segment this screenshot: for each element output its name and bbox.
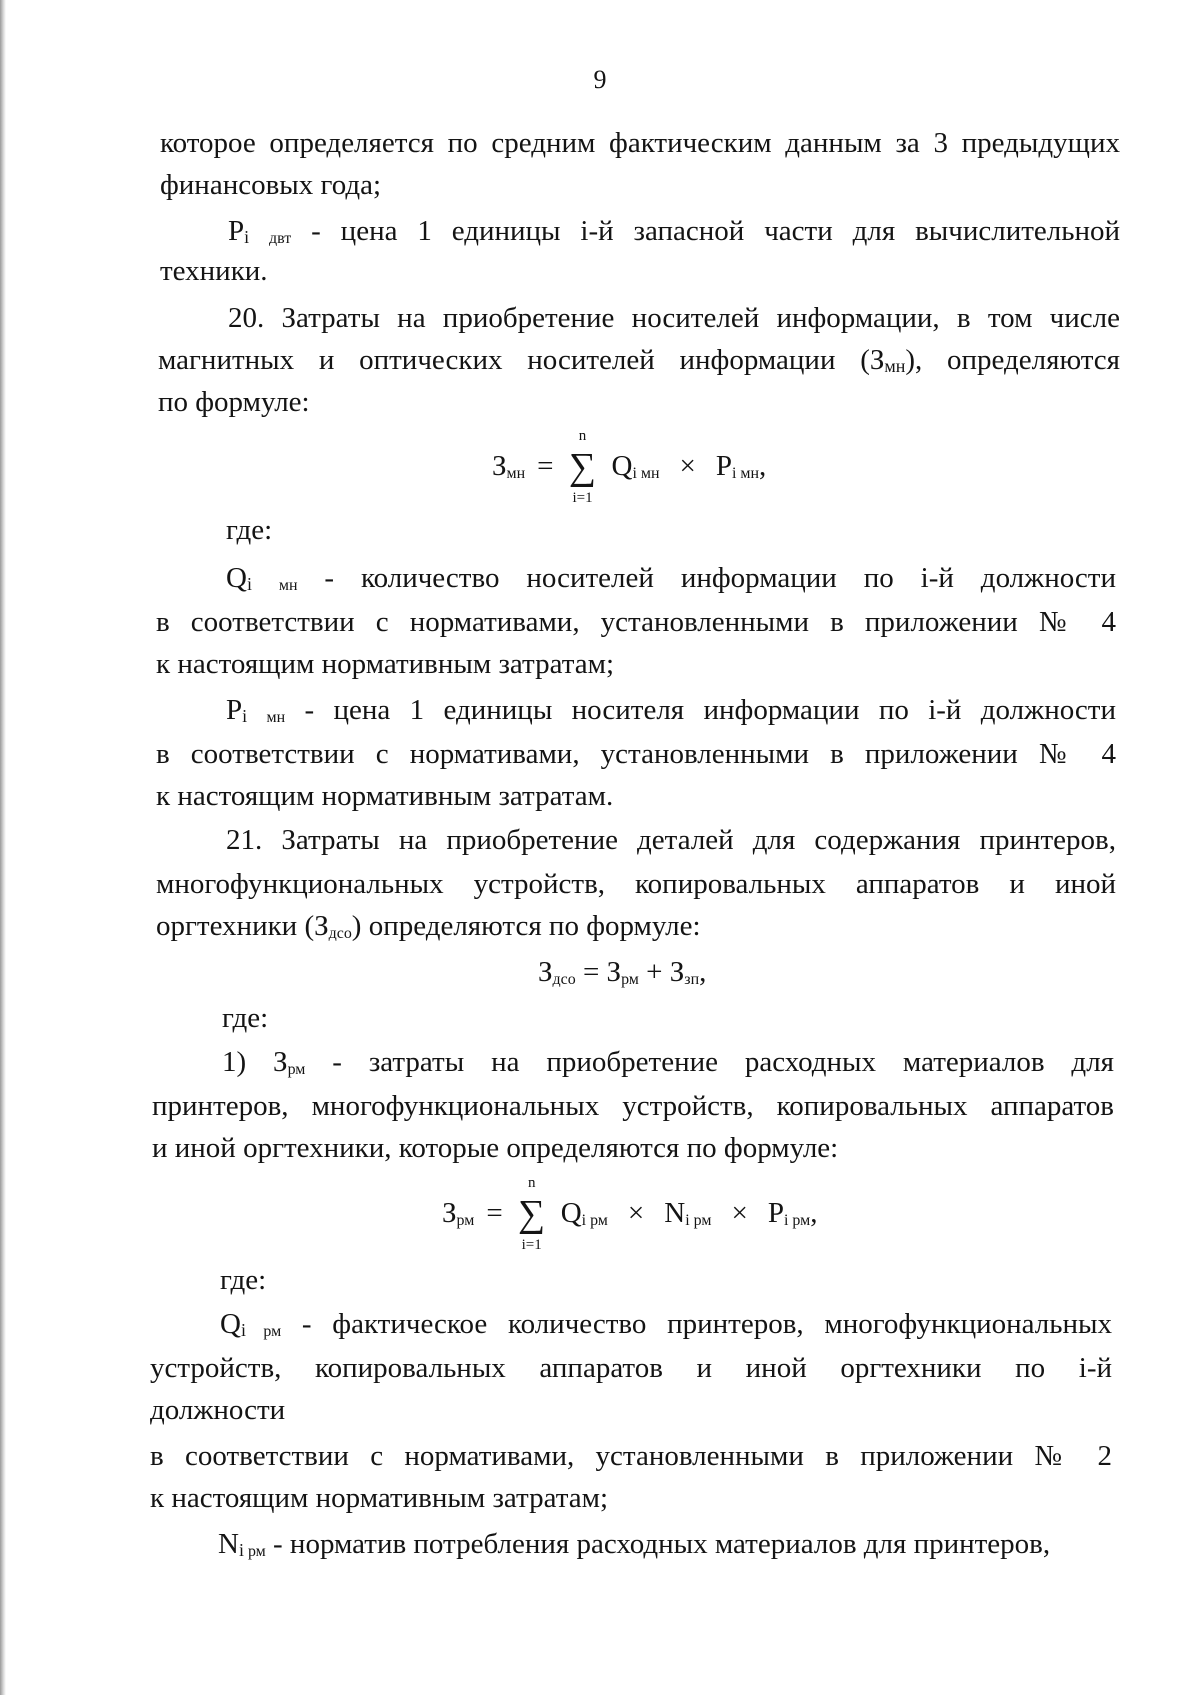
- term-n-subscript: i рм: [685, 1212, 712, 1230]
- definition-line: [218, 1526, 1050, 1570]
- text: магнитных и оптических носителей информации (З: [158, 344, 885, 376]
- symbol-index: i: [240, 1320, 246, 1341]
- formula-lhs-subscript: дсо: [552, 971, 576, 989]
- definition-text: - цена 1 единицы i-й запасной части для вычислительной: [291, 215, 1120, 247]
- paragraph-line: [158, 342, 1120, 384]
- formula-lhs-subscript: мн: [506, 465, 526, 483]
- symbol-subscript: дсо: [328, 925, 352, 943]
- times-sign: ×: [679, 450, 696, 482]
- formula-lhs: З: [492, 450, 507, 482]
- sigma-symbol: ∑: [518, 1193, 546, 1235]
- paragraph-line: которое определяется по средним фактическим данным за 3 предыдущих: [160, 127, 1120, 159]
- definition-text: - фактическое количество принтеров, многофункциональных: [281, 1308, 1112, 1340]
- definition-text: - затраты на приобретение расходных материалов для: [305, 1046, 1114, 1078]
- symbol-subscript: мн: [266, 709, 286, 727]
- formula-lhs: З: [538, 956, 553, 988]
- symbol: Q: [220, 1308, 241, 1340]
- definition-line: [226, 560, 1116, 604]
- definition-text: - цена 1 единицы носителя информации по i-й должности: [285, 694, 1116, 726]
- text: ), определяются: [905, 344, 1120, 376]
- text: 1) З: [222, 1046, 288, 1078]
- paragraph-line: техники.: [160, 255, 268, 287]
- paragraph-line: финансовых года;: [160, 169, 382, 201]
- term-n: N: [664, 1197, 686, 1229]
- term-zrm-subscript: рм: [621, 971, 639, 989]
- times-sign: ×: [627, 1197, 645, 1229]
- sum-upper-limit: n: [527, 1175, 536, 1191]
- sigma-symbol: ∑: [568, 446, 597, 488]
- summation: [566, 421, 600, 511]
- paragraph-line: к настоящим нормативным затратам;: [150, 1482, 609, 1514]
- term-q: Q: [611, 450, 633, 482]
- term-p: P: [767, 1197, 784, 1229]
- equals-sign: =: [486, 1197, 503, 1229]
- paragraph-line: в соответствии с нормативами, установленными в приложении № 2: [150, 1440, 1112, 1472]
- formula-zmn: [492, 421, 766, 511]
- plus-sign: +: [646, 956, 663, 988]
- term-zzp: З: [669, 956, 685, 988]
- term-zzp-subscript: зп: [684, 971, 700, 989]
- paragraph-line: в соответствии с нормативами, установленными в приложении № 4: [156, 606, 1116, 638]
- symbol-index: i: [238, 1540, 244, 1561]
- symbol: P: [228, 215, 245, 247]
- paragraph-line: 20. Затраты на приобретение носителей информации, в том числе: [228, 302, 1120, 334]
- equals-sign: =: [537, 450, 554, 482]
- definition-line: [220, 1306, 1112, 1350]
- symbol-subscript: двт: [269, 230, 292, 248]
- definition-line: [228, 213, 1120, 257]
- symbol: Q: [226, 562, 247, 594]
- paragraph-line: [156, 908, 1120, 952]
- formula-lhs-subscript: рм: [456, 1212, 475, 1230]
- paragraph-line: где:: [220, 1264, 267, 1296]
- scan-edge-shadow: [0, 0, 6, 1695]
- formula-comma: ,: [759, 450, 767, 482]
- term-zrm: З: [606, 956, 622, 988]
- paragraph-line: и иной оргтехники, которые определяются по формуле:: [152, 1132, 839, 1164]
- sum-lower-limit: i=1: [572, 490, 593, 506]
- text: ) определяются по формуле:: [351, 910, 701, 942]
- symbol-subscript: мн: [278, 577, 298, 595]
- paragraph-line: принтеров, многофункциональных устройств, копировальных аппаратов: [152, 1090, 1114, 1122]
- paragraph-line: к настоящим нормативным затратам.: [156, 780, 614, 812]
- symbol-index: i: [246, 574, 252, 595]
- paragraph-line: где:: [222, 1002, 269, 1034]
- paragraph-line: устройств, копировальных аппаратов и иной оргтехники по i-й: [150, 1352, 1112, 1384]
- summation: [515, 1168, 549, 1258]
- term-p-subscript: i мн: [732, 465, 760, 483]
- paragraph-line: должности: [150, 1394, 286, 1426]
- paragraph-line: 21. Затраты на приобретение деталей для содержания принтеров,: [226, 824, 1116, 856]
- page-number: 9: [593, 65, 607, 94]
- symbol: N: [218, 1528, 239, 1560]
- symbol-subscript: рм: [287, 1061, 306, 1079]
- symbol-index: i: [242, 706, 248, 727]
- equals-sign: =: [582, 956, 600, 988]
- symbol-subscript: рм: [245, 1323, 282, 1341]
- term-q-subscript: i мн: [632, 465, 660, 483]
- times-sign: ×: [731, 1197, 748, 1229]
- paragraph-line: многофункциональных устройств, копировальных аппаратов и иной: [156, 868, 1116, 900]
- sum-lower-limit: i=1: [521, 1237, 542, 1253]
- term-q-subscript: i рм: [581, 1212, 608, 1230]
- paragraph-line: к настоящим нормативным затратам;: [156, 648, 615, 680]
- paragraph-line: где:: [226, 514, 273, 546]
- term-p-subscript: i рм: [783, 1212, 811, 1230]
- paragraph-line: в соответствии с нормативами, установленными в приложении № 4: [156, 738, 1116, 770]
- definition-line: [226, 692, 1116, 736]
- text: оргтехники (З: [156, 910, 329, 942]
- symbol: P: [226, 694, 243, 726]
- definition-line: [222, 1044, 1114, 1088]
- formula-comma: ,: [699, 956, 707, 988]
- formula-lhs: З: [442, 1197, 457, 1229]
- formula-zdso: [538, 954, 706, 998]
- definition-text: - количество носителей информации по i-й должности: [297, 562, 1116, 594]
- definition-text: - норматив потребления расходных материалов для принтеров,: [265, 1528, 1051, 1560]
- symbol-subscript: мн: [884, 356, 906, 377]
- paragraph-line: по формуле:: [158, 386, 310, 418]
- symbol-subscript: рм: [243, 1543, 266, 1561]
- formula-comma: ,: [810, 1197, 818, 1229]
- term-p: P: [715, 450, 732, 482]
- formula-zrm: [442, 1168, 817, 1258]
- term-q: Q: [560, 1197, 582, 1229]
- sum-upper-limit: n: [578, 428, 587, 444]
- symbol-index: i: [244, 227, 250, 248]
